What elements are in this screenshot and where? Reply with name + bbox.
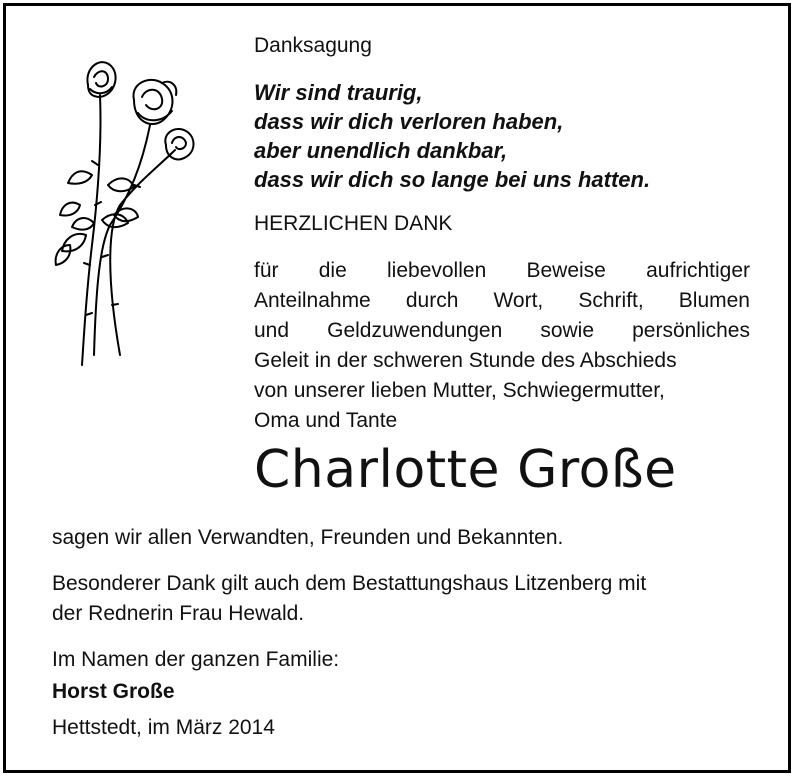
deceased-name: Charlotte Große xyxy=(254,440,677,500)
thanks-heading: HERZLICHEN DANK xyxy=(254,212,453,235)
poem xyxy=(254,78,650,194)
poem-line: dass wir dich verloren haben, xyxy=(254,109,564,134)
paragraph-line: Oma und Tante xyxy=(254,409,398,432)
paragraph-line: Anteilnahme durch Wort, Schrift, Blumen xyxy=(254,289,750,312)
thanks-paragraph xyxy=(254,256,750,436)
place-date: Hettstedt, im März 2014 xyxy=(52,716,275,739)
paragraph-line: und Geldzuwendungen sowie persönliches xyxy=(254,319,750,342)
roses-illustration-icon xyxy=(50,55,200,370)
paragraph-line: Geleit in der schweren Stunde des Abschieds xyxy=(254,349,677,372)
poem-line: aber unendlich dankbar, xyxy=(254,138,508,163)
poem-line: dass wir dich so lange bei uns hatten. xyxy=(254,167,651,192)
notice-heading: Danksagung xyxy=(254,34,372,57)
on-behalf-line: Im Namen der ganzen Familie: xyxy=(52,648,340,671)
paragraph-line: für die liebevollen Beweise aufrichtiger xyxy=(254,259,750,282)
poem-line: Wir sind traurig, xyxy=(254,80,423,105)
signer-name: Horst Große xyxy=(52,680,175,703)
thanks-line: sagen wir allen Verwandten, Freunden und Bekannten. xyxy=(52,526,564,549)
special-thanks-line: der Rednerin Frau Hewald. xyxy=(52,602,305,625)
special-thanks-line: Besonderer Dank gilt auch dem Bestattungshaus Litzenberg mit xyxy=(52,572,647,595)
paragraph-line: von unserer lieben Mutter, Schwiegermutter, xyxy=(254,379,665,402)
